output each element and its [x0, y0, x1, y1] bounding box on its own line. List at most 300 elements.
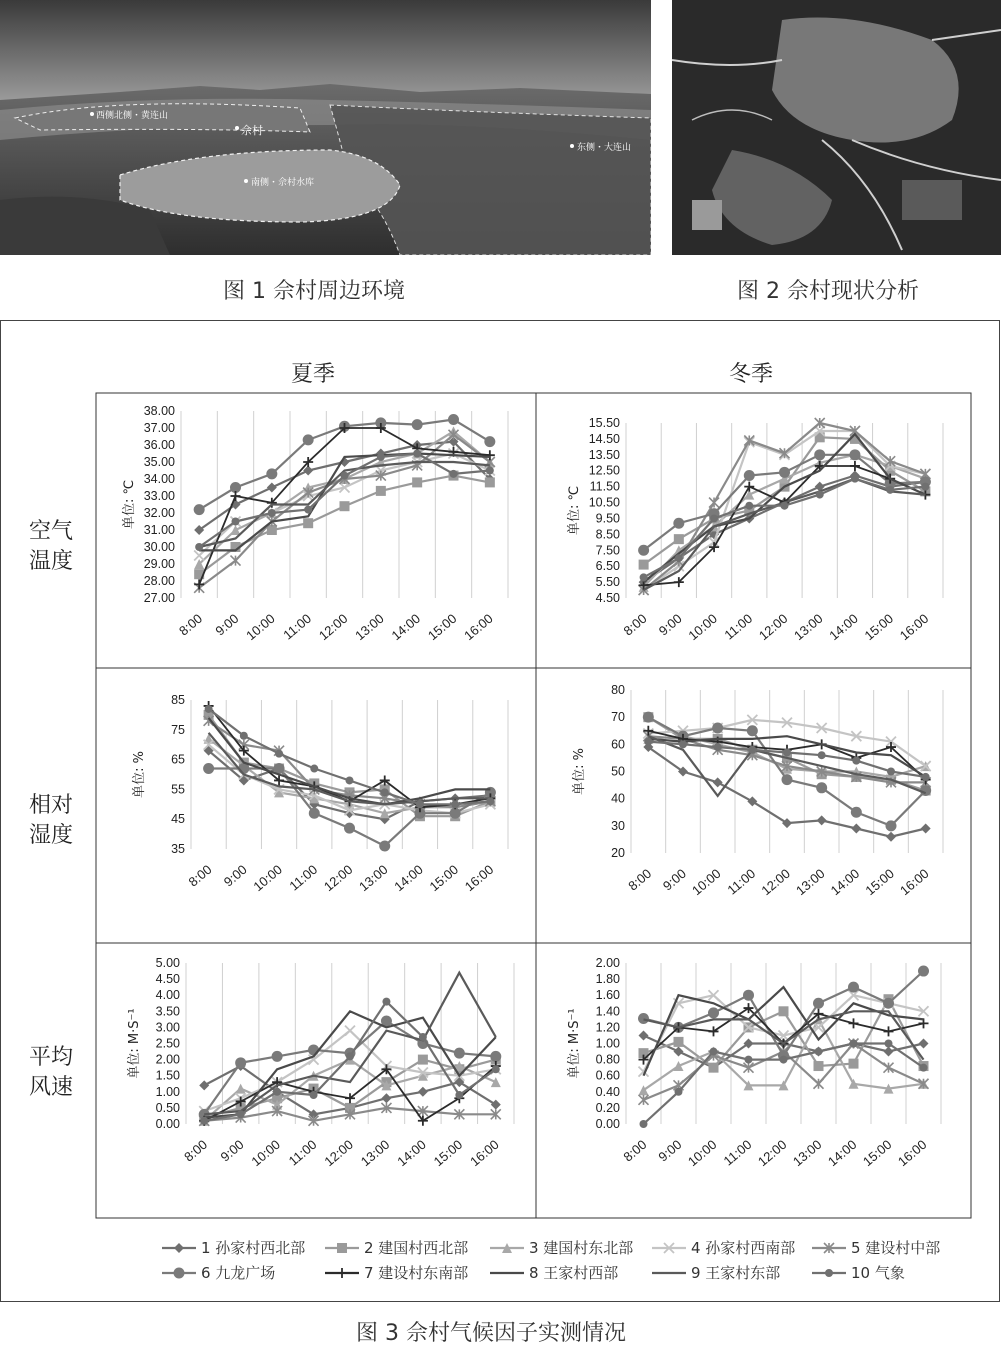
data-point	[816, 782, 827, 793]
y-tick-label: 27.00	[143, 591, 175, 605]
y-tick-label: 11.50	[589, 479, 620, 494]
y-tick-label: 14.50	[588, 431, 620, 446]
x-tick-label: 16:00	[467, 1136, 502, 1170]
data-point	[382, 998, 390, 1006]
data-point	[850, 1040, 858, 1048]
x-tick-label: 16:00	[896, 610, 932, 644]
data-point	[708, 1007, 719, 1018]
legend-swatch	[489, 1241, 525, 1255]
legend-label: 4 孙家村西南部	[691, 1239, 796, 1257]
legend-label: 3 建国村东北部	[529, 1239, 634, 1257]
x-tick-label: 12:00	[320, 861, 356, 895]
data-point	[304, 506, 312, 514]
data-point	[851, 807, 862, 818]
x-tick-label: 12:00	[315, 610, 351, 644]
y-tick-label: 38.00	[143, 404, 175, 418]
y-tick-label: 35.00	[143, 455, 175, 469]
legend-swatch	[811, 1241, 847, 1255]
x-tick-label: 15:00	[424, 610, 460, 644]
y-axis-label: 单位: %	[572, 748, 587, 795]
y-tick-label: 36.00	[143, 438, 175, 452]
data-point	[235, 1057, 246, 1068]
x-tick-label: 15:00	[859, 1136, 895, 1170]
y-tick-label: 4.50	[155, 972, 180, 987]
x-tick-label: 13:00	[356, 861, 391, 895]
data-point	[491, 1100, 501, 1110]
data-point	[743, 990, 754, 1001]
data-point	[709, 498, 719, 508]
y-tick-label: 1.40	[595, 1004, 620, 1019]
y-tick-label: 13.50	[588, 447, 620, 462]
data-point	[710, 1048, 718, 1056]
data-point	[194, 579, 204, 589]
data-point	[674, 1047, 684, 1057]
data-point	[266, 468, 277, 479]
y-tick-label: 75	[171, 722, 185, 737]
data-point	[918, 966, 929, 977]
data-point	[346, 776, 354, 784]
legend-label: 9 王家村东部	[691, 1264, 781, 1282]
y-tick-label: 60	[611, 737, 625, 752]
y-tick-label: 4.00	[155, 988, 180, 1003]
climate-figure	[0, 320, 1000, 1302]
data-point	[379, 841, 390, 852]
legend-item	[651, 1237, 795, 1258]
legend-label: 2 建国村西北部	[364, 1239, 469, 1257]
legend-swatch-marker	[337, 1268, 347, 1278]
data-point	[490, 1051, 501, 1062]
data-point	[418, 1055, 428, 1065]
x-tick-label: 11:00	[280, 610, 315, 643]
y-tick-label: 15.50	[588, 416, 620, 430]
legend-swatch	[651, 1241, 687, 1255]
data-point	[779, 467, 790, 478]
data-point	[780, 1056, 788, 1064]
data-point	[231, 525, 241, 535]
data-point	[231, 491, 241, 501]
x-tick-label: 8:00	[181, 1136, 211, 1165]
y-tick-label: 32.00	[143, 506, 175, 520]
data-point	[486, 797, 494, 805]
legend-swatch	[489, 1266, 525, 1280]
data-point	[747, 725, 758, 736]
x-tick-label: 15:00	[426, 861, 462, 895]
x-tick-label: 10:00	[250, 861, 285, 895]
data-point	[850, 461, 860, 471]
data-point	[640, 1120, 648, 1128]
data-point	[344, 823, 355, 834]
y-tick-label: 7.50	[595, 543, 620, 558]
x-tick-label: 13:00	[357, 1136, 393, 1170]
x-tick-label: 13:00	[352, 610, 387, 644]
y-tick-label: 8.50	[595, 527, 620, 542]
data-point	[919, 1039, 929, 1049]
y-tick-label: 0.00	[595, 1117, 620, 1131]
data-point	[883, 998, 894, 1009]
x-tick-label: 13:00	[791, 610, 826, 644]
y-tick-label: 2.00	[595, 956, 620, 970]
data-point	[921, 483, 929, 491]
data-point	[267, 483, 277, 493]
y-tick-label: 33.00	[143, 489, 175, 503]
figure3-caption: 图 3 佘村气候因子实测情况	[356, 1321, 626, 1346]
x-tick-label: 11:00	[724, 865, 759, 898]
data-point	[816, 491, 824, 499]
data-point	[643, 712, 654, 723]
x-tick-label: 8:00	[625, 865, 655, 894]
data-point	[639, 1030, 649, 1040]
x-tick-label: 9:00	[655, 610, 685, 639]
x-tick-label: 14:00	[827, 865, 863, 899]
x-tick-label: 12:00	[754, 1136, 790, 1170]
data-point	[194, 504, 205, 515]
y-tick-label: 37.00	[143, 421, 175, 435]
data-point	[455, 1091, 463, 1099]
y-tick-label: 80	[611, 683, 625, 697]
data-point	[231, 556, 241, 566]
x-tick-label: 11:00	[721, 610, 756, 643]
legend-label: 7 建设村东南部	[364, 1264, 469, 1282]
y-tick-label: 34.00	[143, 472, 175, 486]
data-point	[644, 738, 652, 746]
y-tick-label: 3.00	[155, 1020, 180, 1035]
data-point	[199, 1080, 209, 1090]
x-tick-label: 12:00	[321, 1136, 356, 1170]
legend-label: 1 孙家村西北部	[201, 1239, 306, 1257]
y-tick-label: 50	[611, 764, 625, 779]
data-point	[817, 815, 827, 825]
y-tick-label: 70	[611, 710, 625, 725]
data-point	[744, 436, 754, 446]
data-point	[744, 1063, 754, 1073]
y-tick-label: 28.00	[143, 574, 175, 588]
data-point	[814, 1061, 824, 1071]
data-point	[674, 534, 684, 544]
data-point	[714, 743, 722, 751]
data-point	[639, 1095, 649, 1105]
legend-swatch-marker	[174, 1267, 185, 1278]
data-point	[884, 1047, 894, 1057]
chart-panel-2	[536, 393, 971, 668]
data-point	[638, 545, 649, 556]
data-point	[744, 470, 755, 481]
y-tick-label: 30	[611, 818, 625, 833]
legend-swatch-marker	[337, 1243, 347, 1253]
photo-label-south: 南侧・佘村水库	[251, 178, 315, 188]
x-tick-label: 8:00	[620, 610, 650, 639]
data-point	[886, 832, 896, 842]
x-tick-label: 13:00	[793, 865, 828, 899]
y-axis-label: 单位: M·S⁻¹	[567, 1008, 582, 1079]
data-point	[886, 486, 894, 494]
data-point	[240, 732, 248, 740]
y-tick-label: 45	[171, 812, 185, 827]
data-point	[310, 765, 318, 773]
x-tick-label: 8:00	[185, 861, 215, 890]
legend-item	[489, 1262, 618, 1283]
y-tick-label: 2.50	[155, 1036, 180, 1051]
y-tick-label: 30.00	[143, 540, 175, 554]
x-tick-label: 9:00	[212, 610, 242, 639]
data-point	[886, 820, 897, 831]
x-tick-label: 8:00	[620, 1136, 650, 1165]
data-point	[783, 748, 791, 756]
y-axis-label: 单位: ℃	[122, 479, 137, 530]
y-tick-label: 9.50	[595, 511, 620, 526]
data-point	[237, 1110, 245, 1118]
data-point	[486, 467, 494, 475]
row-label-wind-text: 平均 风速	[28, 1045, 73, 1100]
x-tick-label: 14:00	[391, 861, 426, 895]
y-axis-label: 单位: M·S⁻¹	[127, 1008, 142, 1079]
data-point	[639, 560, 649, 570]
data-point	[412, 419, 423, 430]
x-tick-label: 9:00	[655, 1136, 685, 1165]
data-point	[303, 434, 314, 445]
series-9	[204, 973, 496, 1115]
data-point	[818, 751, 826, 759]
legend-swatch	[324, 1266, 360, 1280]
row-label-air-temp-text: 空气 温度	[28, 519, 73, 574]
data-point	[310, 1091, 318, 1099]
data-point	[340, 501, 350, 511]
data-point	[782, 774, 793, 785]
chart-grid	[1, 321, 999, 1221]
data-point	[454, 1048, 465, 1059]
y-tick-label: 0.60	[595, 1068, 620, 1083]
data-point	[885, 1040, 893, 1048]
data-point	[814, 449, 825, 460]
legend-swatch	[324, 1241, 360, 1255]
y-tick-label: 6.50	[595, 559, 620, 574]
y-tick-label: 1.80	[595, 972, 620, 987]
y-tick-label: 20	[611, 846, 625, 860]
data-point	[674, 1037, 684, 1047]
surroundings-photo	[0, 0, 651, 255]
x-tick-label: 11:00	[720, 1136, 755, 1169]
data-point	[813, 998, 824, 1009]
legend-item	[651, 1262, 780, 1283]
legend-label: 6 九龙广场	[201, 1264, 276, 1282]
x-tick-label: 10:00	[685, 610, 720, 644]
x-tick-label: 14:00	[388, 610, 424, 644]
y-tick-label: 10.50	[588, 495, 620, 510]
data-point	[418, 1087, 428, 1097]
y-tick-label: 35	[171, 842, 185, 856]
data-point	[491, 1077, 501, 1087]
y-tick-label: 55	[171, 782, 185, 797]
x-tick-label: 12:00	[755, 610, 791, 644]
data-point	[377, 453, 385, 461]
data-point	[492, 1065, 500, 1073]
x-tick-label: 12:00	[758, 865, 793, 899]
legend-item	[324, 1237, 468, 1258]
x-tick-label: 16:00	[461, 610, 496, 644]
legend-item	[811, 1262, 905, 1283]
data-point	[484, 436, 495, 447]
photo-label-west-north: 西侧北侧・黄连山	[96, 111, 169, 121]
x-tick-label: 9:00	[217, 1136, 247, 1165]
data-point	[779, 1006, 789, 1016]
x-tick-label: 14:00	[394, 1136, 429, 1170]
y-tick-label: 1.00	[155, 1084, 180, 1099]
y-tick-label: 5.50	[595, 575, 620, 590]
photo-label-village: 佘村	[241, 124, 263, 137]
x-tick-label: 15:00	[861, 610, 897, 644]
figure1-caption: 图 1 佘村周边环境	[223, 279, 405, 304]
data-point	[673, 518, 684, 529]
panel-frame	[536, 668, 971, 943]
data-point	[236, 1084, 246, 1094]
legend-label: 10 气象	[851, 1264, 905, 1282]
data-point	[712, 723, 723, 734]
legend-item	[811, 1237, 940, 1258]
chart-panel-1	[96, 393, 536, 668]
data-point	[713, 777, 723, 787]
data-point	[451, 800, 459, 808]
x-tick-label: 15:00	[862, 865, 897, 899]
y-tick-label: 0.40	[595, 1084, 620, 1099]
x-tick-label: 16:00	[897, 865, 932, 899]
data-point	[346, 1052, 354, 1060]
x-tick-label: 10:00	[689, 865, 724, 899]
data-point	[675, 554, 683, 562]
data-point	[381, 788, 389, 796]
y-tick-label: 0.50	[155, 1100, 180, 1115]
y-tick-label: 1.20	[595, 1020, 620, 1035]
x-tick-label: 13:00	[789, 1136, 825, 1170]
data-point	[710, 514, 718, 522]
data-point	[849, 1018, 859, 1028]
series-line	[199, 476, 490, 575]
legend-label: 5 建设村中部	[851, 1239, 941, 1257]
data-point	[674, 1061, 684, 1071]
y-axis-label: 单位: %	[132, 751, 147, 798]
legend-swatch	[161, 1266, 197, 1280]
y-tick-label: 85	[171, 693, 185, 707]
y-tick-label: 1.50	[155, 1068, 180, 1083]
legend-swatch-marker	[825, 1269, 833, 1277]
data-point	[748, 746, 756, 754]
x-tick-label: 14:00	[824, 1136, 860, 1170]
data-point	[419, 1033, 427, 1041]
legend-item	[489, 1237, 633, 1258]
data-point	[268, 509, 276, 517]
x-tick-label: 11:00	[286, 861, 321, 894]
data-point	[413, 450, 421, 458]
data-point	[709, 1063, 719, 1073]
x-tick-label: 14:00	[826, 610, 861, 644]
data-point	[345, 1026, 355, 1036]
data-point	[195, 543, 203, 551]
data-point	[851, 824, 861, 834]
data-point	[815, 1048, 823, 1056]
legend-swatch	[811, 1266, 847, 1280]
legend-item	[324, 1262, 468, 1283]
data-point	[200, 1117, 208, 1125]
data-point	[745, 1056, 753, 1064]
row-label-humidity-text: 相对 湿度	[28, 793, 73, 848]
legend-swatch	[161, 1241, 197, 1255]
data-point	[638, 1013, 649, 1024]
data-point	[848, 982, 859, 993]
series-line	[204, 973, 496, 1115]
legend-item	[161, 1262, 275, 1283]
data-point	[921, 824, 931, 834]
data-point	[485, 477, 495, 487]
data-point	[887, 768, 895, 776]
data-point	[376, 486, 386, 496]
data-point	[450, 470, 458, 478]
y-tick-label: 0.20	[595, 1100, 620, 1115]
data-point	[303, 518, 313, 528]
x-tick-label: 10:00	[243, 610, 278, 644]
data-point	[679, 740, 687, 748]
y-tick-label: 0.00	[155, 1117, 180, 1131]
data-point	[745, 502, 753, 510]
data-point	[849, 1059, 859, 1069]
data-point	[744, 482, 754, 492]
season-summer: 夏季	[291, 362, 336, 387]
x-tick-label: 10:00	[248, 1136, 284, 1170]
y-tick-label: 5.00	[155, 956, 180, 970]
photo-label-east: 东侧・大连山	[577, 143, 632, 153]
y-axis-label: 单位: ℃	[567, 485, 582, 536]
x-tick-label: 16:00	[894, 1136, 930, 1170]
data-point	[884, 1063, 894, 1073]
data-point	[272, 1051, 283, 1062]
data-point	[640, 573, 648, 581]
data-point	[675, 1088, 683, 1096]
x-tick-label: 11:00	[285, 1136, 320, 1169]
data-point	[381, 1093, 391, 1103]
x-tick-label: 9:00	[659, 865, 689, 894]
legend-swatch	[651, 1266, 687, 1280]
data-point	[851, 475, 859, 483]
x-tick-label: 15:00	[430, 1136, 466, 1170]
data-point	[341, 472, 349, 480]
y-tick-label: 12.50	[588, 463, 620, 478]
chart-panel-6	[536, 943, 971, 1218]
y-tick-label: 1.60	[595, 988, 620, 1003]
y-tick-label: 31.00	[143, 523, 175, 537]
data-point	[884, 1026, 894, 1036]
y-tick-label: 29.00	[143, 557, 175, 571]
y-tick-label: 65	[171, 752, 185, 767]
y-tick-label: 4.50	[595, 591, 620, 605]
data-point	[709, 1026, 719, 1036]
chart-panel-4	[536, 668, 971, 943]
data-point	[450, 808, 461, 819]
legend-swatch-marker	[174, 1243, 184, 1253]
chart-panel-3	[96, 668, 536, 943]
x-tick-label: 10:00	[684, 1136, 720, 1170]
chart-panel-5	[96, 943, 536, 1218]
data-point	[412, 477, 422, 487]
data-point	[814, 1079, 824, 1089]
x-tick-label: 9:00	[220, 861, 250, 890]
data-point	[273, 1088, 281, 1096]
y-tick-label: 3.50	[155, 1004, 180, 1019]
data-point	[852, 757, 860, 765]
x-tick-label: 8:00	[176, 610, 206, 639]
legend-label: 8 王家村西部	[529, 1264, 619, 1282]
data-point	[416, 800, 424, 808]
data-point	[448, 414, 459, 425]
data-point	[849, 449, 860, 460]
data-point	[922, 773, 930, 781]
y-tick-label: 1.00	[595, 1036, 620, 1051]
